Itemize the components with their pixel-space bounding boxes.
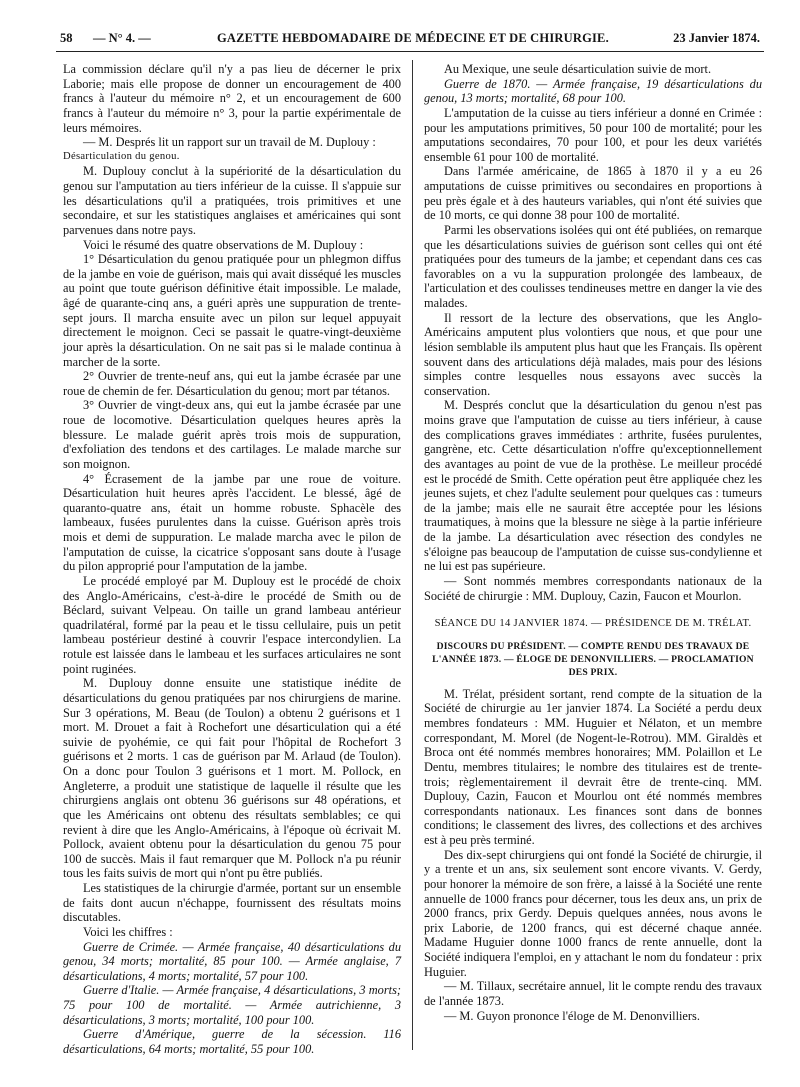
paragraph: 4° Écrasement de la jambe par une roue de voiture. Désarticulation huit heures après l'accident. Le blessé, âgé de quaranto-quatre ans, était un homme robuste. Sphacèle des lambeaux, fusées purulentes dans la cuisse. Guérison après trois mois et demi de suppuration. Le malade marcha avec le pilon de l'amputation de cuisse, la cicatrice s'opposant sans doute à l'usage du pilon approprié pour l'amputation de la jambe. [63, 471, 401, 574]
paragraph: M. Després conclut que la désarticulation du genou n'est pas moins grave que l'amputation de cuisse au tiers inférieur, à cause des complications graves immédiates : arthrite, fusées purulentes, gangrène, etc. Cette désarticulation n'offre qu'exceptionnellement des avantages au point de vue de la prothèse. Le meilleur procédé est le procédé de Smith. Cette opération peut être appliquée chez les jeunes sujets, et chez l'adulte seulement pour quelques cas : tumeurs de la jambe; mais elle ne saurait être acceptée pour les lésions traumatiques, à moins que la blessure ne siège à la partie inférieure de la jambe. La désarticulation avec résection des condyles ne s'éloigne pas beaucoup de l'amputation de cuisse sus-condylienne et ne lui est pas supérieure. [424, 398, 762, 574]
session-heading: SÉANCE DU 14 JANVIER 1874. — PRÉSIDENCE DE M. TRÉLAT. [434, 618, 752, 630]
paragraph: Dans l'armée américaine, de 1865 à 1870 il y a eu 26 amputations de cuisse primitives ou secondaires en proportions à peu près égale et à des hauteurs variables, qui n'ont été suivies que de 10 morts, ce qui donne 38 pour 100 de mortalité. [424, 164, 762, 223]
paragraph: — M. Després lit un rapport sur un travail de M. Duplouy : [83, 135, 376, 150]
session-agenda: DISCOURS DU PRÉSIDENT. — COMPTE RENDU DES TRAVAUX DE L'ANNÉE 1873. — ÉLOGE DE DENONVILLIERS. — PROCLAMATION DES PRIX. [432, 640, 754, 678]
paragraph: M. Duplouy donne ensuite une statistique inédite de désarticulations du genou pratiquées par nos chirurgiens de marine. Sur 3 opérations, M. Beau (de Toulon) a obtenu 2 guérisons et 1 mort. M. Drouet a fait à Rochefort une désarticulation qui a été suivie de pyohémie, ce qui fait pour l'hôpital de Rochefort 3 guérisons et 2 morts. 1 cas de guérison par M. Arlaud (de Toulon). On a donc pour Toulon 3 guérisons et 1 mort. M. Pollock, en Angleterre, a produit une statistique de laquelle il résulte que les chirurgiens anglais ont obtenu 36 guérisons sur 48 opérations, et que les Américains ont obtenu des résultats semblables; ce qui revient à dire que les Anglo-Américains, à l'époque où écrivait M. Pollock, avaient obtenu pour la désarticulation du genou 75 pour 100 de succès. Mais il faut remarquer que M. Pollock n'a pu réunir tous les faits suivis de mort qui n'ont pu être publiés. [63, 676, 401, 881]
issue-date: 23 Janvier 1874. [673, 31, 760, 45]
paragraph: Des dix-sept chirurgiens qui ont fondé la Société de chirurgie, il y a trente et un ans, six seulement sont encore vivants. V. Gerdy, pour honorer la mémoire de son frère, a laissé à la Société une rente annuelle de 1000 francs pour décerner, tous les deux ans, un prix de 2000 francs, prix Gerdy. Depuis quelques années, nous avons le prix Laborie, de 1200 francs, qui est décerné chaque année. Madame Huguier donne 1000 francs de rente annuelle, dont la Société indiquera l'emploi, en y attachant le nom du fondateur : prix Huguier. [424, 847, 762, 979]
paragraph: M. Duplouy conclut à la supériorité de la désarticulation du genou sur l'amputation au tiers inférieur de la cuisse. Il s'appuie sur les désarticulations qu'il a pratiquées, trois primitives et une secondaire, et sur les statistiques anglaises et américaines qui sont parvenues dans notre pays. [63, 164, 401, 237]
left-column [63, 62, 401, 1057]
paragraph: Parmi les observations isolées qui ont été publiées, on remarque que les désarticulations suivies de guérison sont celles qui ont été pratiquées pour des tumeurs de la jambe; et cependant dans ces cas favorables on a vu la suppuration prolongée des lambeaux, de l'articulation et des coulisses tendineuses mettre en danger la vie des malades. [424, 222, 762, 310]
paragraph: L'amputation de la cuisse au tiers inférieur a donné en Crimée : pour les amputations primitives, 50 pour 100 de mortalité; pour les amputations secondaires, 70 pour 100, et pour les deux variétés ensemble 61 pour 100 de mortalité. [424, 105, 762, 164]
paragraph: — M. Tillaux, secrétaire annuel, lit le compte rendu des travaux de l'année 1873. [424, 979, 762, 1008]
header-rule [56, 51, 764, 52]
paragraph: La commission déclare qu'il n'y a pas lieu de décerner le prix Laborie; mais elle propose de donner un encouragement de 400 francs à l'auteur du mémoire n° 2, et un encouragement de 600 francs à l'auteur du mémoire n° 3, pour la partie expérimentale de leurs mémoires. [63, 62, 401, 135]
spacer [424, 679, 762, 687]
paragraph: 3° Ouvrier de vingt-deux ans, qui eut la jambe écrasée par une roue de locomotive. Désarticulation quelques heures après la blessure. Le malade guérit après trois mois de suppuration, d'exfoliation des tendons et des cartilages. Le malade marche sur son moignon. [63, 398, 401, 471]
paragraph: Au Mexique, une seule désarticulation suivie de mort. [444, 62, 712, 76]
page-number: 58 [60, 31, 73, 45]
paragraph: Il ressort de la lecture des observations, que les Anglo-Américains amputent plus volontiers que nous, et que pour une lésion semblable ils amputent plus haut que les Français. Ils opèrent souvent dans des articulations déjà malades, mais pour des lésions simples contre lesquelles nous essayons avec succès la conservation. [424, 310, 762, 398]
paragraph: M. Trélat, président sortant, rend compte de la situation de la Société de chirurgie au 1er janvier 1874. La Société a perdu deux membres fondateurs : MM. Huguier et Nélaton, et un membre correspondant, M. Morel (de Nogent-le-Rotrou). MM. Giraldès et Broca ont été nommés membres honoraires; MM. Polaillon et Le Dentu, membres titulaires; le nombre des titulaires est de trente-trois; règlementairement il devrait être de trente-cinq. MM. Duplouy, Cazin, Faucon et Mourlou ont été nommés membres correspondants nationaux. Les finances sont dans de bonnes conditions; le classement des livres, des collections et des archives est à peu près terminé. [424, 686, 762, 847]
running-header [60, 28, 760, 48]
paragraph: Guerre de Crimée. — Armée française, 40 désarticulations du genou, 34 morts; mortalité, 85 pour 100. — Armée anglaise, 7 désarticulations, 4 morts; mortalité, 57 pour 100. [63, 939, 401, 983]
paragraph: Les statistiques de la chirurgie d'armée, portant sur un ensemble de faits dont aucun n'échappe, fournissent des résultats moins discutables. [63, 881, 401, 925]
column-divider [412, 60, 413, 1050]
subheading: Désarticulation du genou. [63, 150, 180, 162]
paragraph: — Sont nommés membres correspondants nationaux de la Société de chirurgie : MM. Duplouy, Cazin, Faucon et Mourlon. [424, 573, 762, 603]
journal-title: GAZETTE HEBDOMADAIRE DE MÉDECINE ET DE CHIRURGIE. [217, 31, 609, 45]
spacer [424, 632, 762, 640]
issue-number: — N° 4. — [93, 31, 151, 45]
paragraph: Guerre de 1870. — Armée française, 19 désarticulations du genou, 13 morts; mortalité, 68 pour 100. [424, 76, 762, 106]
paragraph: 1° Désarticulation du genou pratiquée pour un phlegmon diffus de la jambe en voie de guérison, mais qui avait disséqué les muscles au point que toute guérison définitive était impossible. Le malade, âgé de quarante-cinq ans, a guéri après une suppuration de trente-sept jours. Il marcha ensuite avec un pilon sur lequel appuyait directement le moignon. Ceci se passait le quatre-vingt-deuxième jour après la désarticulation. On ne sait pas si le malade continua à marcher de la sorte. [63, 252, 401, 369]
spacer [424, 603, 762, 617]
paragraph: Guerre d'Italie. — Armée française, 4 désarticulations, 3 morts; 75 pour 100 de mortalité. — Armée autrichienne, 3 désarticulations, 3 morts; mortalité, 100 pour 100. [63, 983, 401, 1027]
right-column [424, 62, 762, 1023]
paragraph: Guerre d'Amérique, guerre de la sécession. 116 désarticulations, 64 morts; mortalité, 55 pour 100. [63, 1027, 401, 1056]
paragraph: 2° Ouvrier de trente-neuf ans, qui eut la jambe écrasée par une roue de chemin de fer. Désarticulation du genou; mort par tétanos. [63, 369, 401, 398]
paragraph: — M. Guyon prononce l'éloge de M. Denonvilliers. [444, 1008, 700, 1023]
paragraph: Voici le résumé des quatre observations de M. Duplouy : [83, 237, 364, 252]
paragraph: Voici les chiffres : [83, 924, 173, 939]
paragraph: Le procédé employé par M. Duplouy est le procédé de choix des Anglo-Américains, c'est-à-dire le procédé de Smith ou de Béclard, suivant Velpeau. On taille un grand lambeau antérieur quadrilatéral, formé par la peau et le tissu cellulaire, puis un petit lambeau postérieur destiné à couvrir l'espace intercondylien. La rotule est laissée dans le lambeau et les surfaces articulaires ne sont point ruginées. [63, 573, 401, 676]
